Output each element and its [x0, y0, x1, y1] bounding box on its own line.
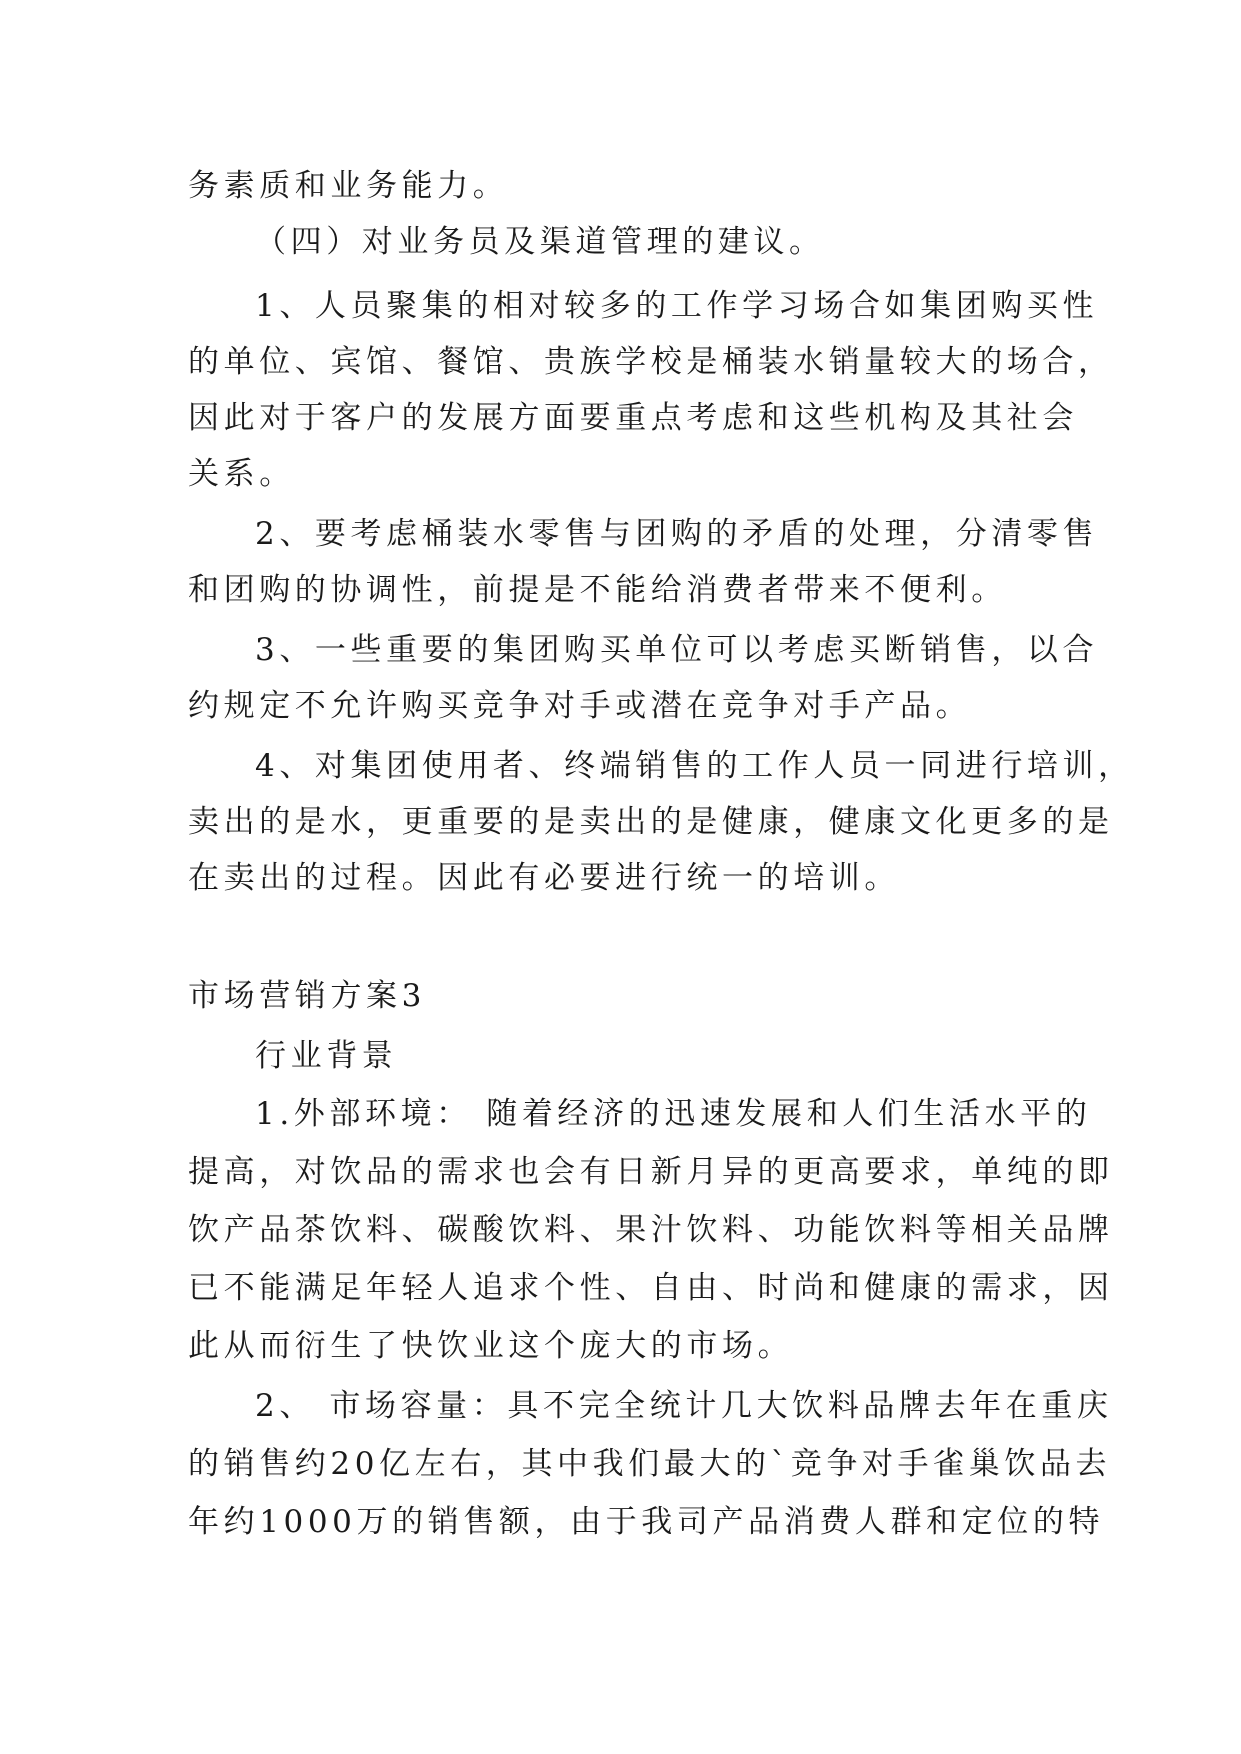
paragraph-line: 的单位、宾馆、餐馆、贵族学校是桶装水销量较大的场合， [188, 344, 1114, 380]
paragraph-line: 关系。 [188, 456, 295, 492]
paragraph-line: 2、要考虑桶装水零售与团购的矛盾的处理，分清零售 [255, 516, 1099, 552]
paragraph-line: 此从而衍生了快饮业这个庞大的市场。 [188, 1328, 794, 1364]
paragraph-line: 4、对集团使用者、终端销售的工作人员一同进行培训， [255, 748, 1134, 784]
paragraph-line: 和团购的协调性，前提是不能给消费者带来不便利。 [188, 572, 1007, 608]
section-heading: 行业背景 [255, 1038, 398, 1074]
section-title: 市场营销方案3 [188, 978, 426, 1014]
paragraph-line: 卖出的是水，更重要的是卖出的是健康，健康文化更多的是 [188, 804, 1114, 840]
paragraph-line: 已不能满足年轻人追求个性、自由、时尚和健康的需求，因 [188, 1270, 1114, 1306]
paragraph-line: 1、人员聚集的相对较多的工作学习场合如集团购买性 [255, 288, 1099, 324]
paragraph-line: 务素质和业务能力。 [188, 168, 509, 204]
paragraph-line: 年约1000万的销售额，由于我司产品消费人群和定位的特 [188, 1504, 1105, 1540]
paragraph-line: 约规定不允许购买竞争对手或潜在竞争对手产品。 [188, 688, 972, 724]
paragraph-line: 2、 市场容量：具不完全统计几大饮料品牌去年在重庆 [255, 1388, 1113, 1424]
paragraph-line: 的销售约20亿左右，其中我们最大的`竞争对手雀巢饮品去 [188, 1446, 1112, 1482]
paragraph-line: 1.外部环境： 随着经济的迅速发展和人们生活水平的 [255, 1096, 1092, 1132]
paragraph-line: 3、一些重要的集团购买单位可以考虑买断销售，以合 [255, 632, 1099, 668]
paragraph-line: 因此对于客户的发展方面要重点考虑和这些机构及其社会 [188, 400, 1078, 436]
paragraph-line: 提高，对饮品的需求也会有日新月异的更高要求，单纯的即 [188, 1154, 1114, 1190]
paragraph-line: 在卖出的过程。因此有必要进行统一的培训。 [188, 860, 900, 896]
section-heading: （四）对业务员及渠道管理的建议。 [255, 224, 825, 260]
paragraph-line: 饮产品茶饮料、碳酸饮料、果汁饮料、功能饮料等相关品牌 [188, 1212, 1114, 1248]
